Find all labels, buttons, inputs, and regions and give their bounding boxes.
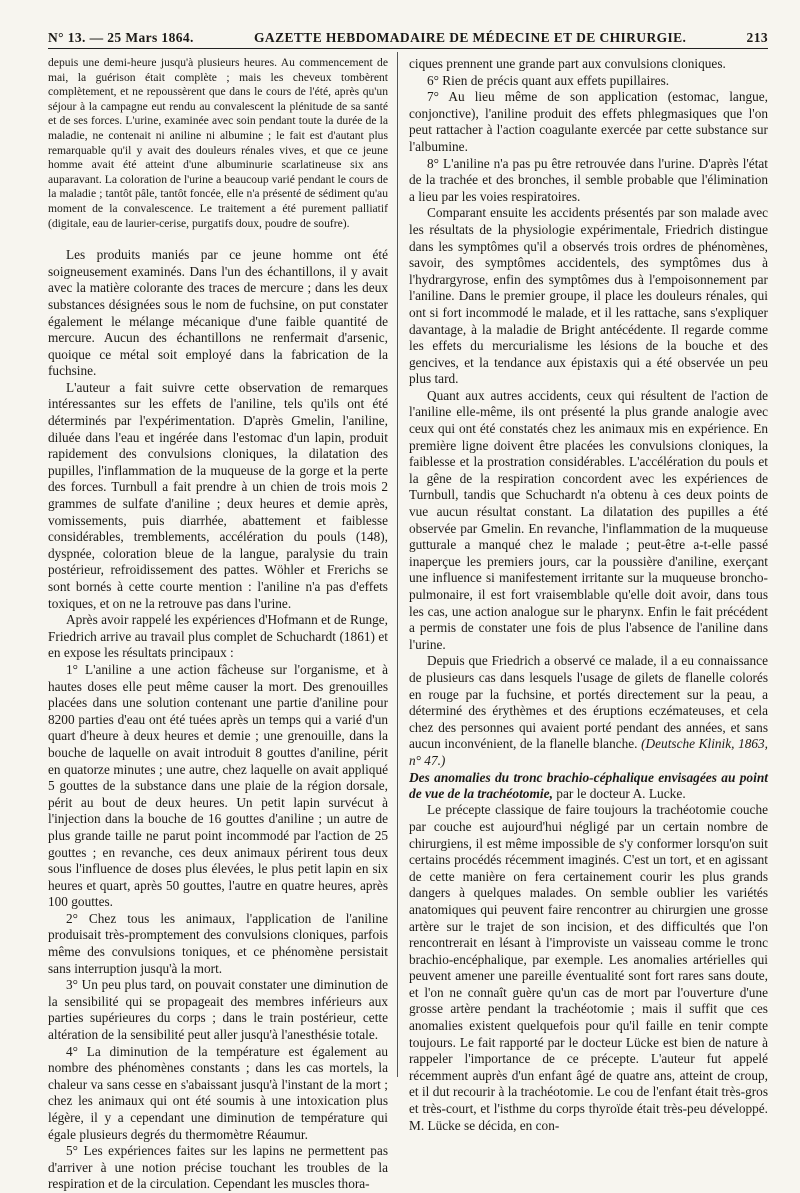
result-item-8: 8° L'aniline n'a pas pu être retrouvée dans l'urine. D'après l'état de la trachée et des bronches, il semble probable que l'élimination a lieu par les voies respiratoires. bbox=[409, 155, 768, 204]
result-item-3: 3° Un peu plus tard, on pouvait constater une diminution de la sensibilité qui se propageait des membres inférieurs aux parties supérieures du corps ; dans le train postérieur, cette altération de la sensibilité peut aller jusqu'à l'anesthésie totale. bbox=[48, 977, 388, 1043]
header-rule bbox=[48, 48, 768, 49]
issue-number: N° 13. — 25 Mars 1864. bbox=[48, 30, 194, 45]
citation: (Deutsche Klinik, 1863, n° 47.) bbox=[409, 736, 768, 768]
result-item-7: 7° Au lieu même de son application (estomac, langue, conjonctive), l'aniline produit des effets phlegmasiques que l'on peut rattacher à l'action coagulante exercée par cette substance sur l'albumine. bbox=[409, 89, 768, 154]
body-paragraph: L'auteur a fait suivre cette observation de remarques intéressantes sur les effets de l'aniline, tels qu'ils ont été déterminés par l'expérimentation. D'après Gmelin, l'aniline, diluée dans l'eau et ingérée dans l'estomac d'un lapin, produit rapidement des convulsions cloniques, la dilatation des pupilles, l'inflammation de la muqueuse de la gorge et la perte des forces. Turnbull a fait prendre à un chien de trois mois 2 grammes de sulfate d'aniline ; deux heures et demie après, vomissements, puis diarrhée, abattement et faiblesse considérables, tremblements, accélération du pouls (148), dyspnée, coloration bleue de la langue, paralysie du train postérieur, refroidissement des pattes. Wöhler et Frerichs se sont bornés à cette courte mention : l'aniline n'a pas d'effets toxiques, et on ne la retrouve pas dans l'urine. bbox=[48, 379, 388, 611]
section-heading bbox=[409, 770, 768, 803]
page-header bbox=[48, 22, 768, 46]
body-paragraph: Les produits maniés par ce jeune homme ont été soigneusement examinés. Dans l'un des échantillons, il y avait avec la matière colorante des traces de mercure ; dans les deux substances désignées sous le nom de fuchsine, on put constater également le mélange mécanique d'une faible quantité de mercure. Aucun des échantillons ne renfermait d'arsenic, quoique ce métal soit employé dans la fabrication de la fuchsine. bbox=[48, 247, 388, 379]
section-title: Des anomalies du tronc brachio-céphalique envisagées au point de vue de la trachéotomie, bbox=[409, 769, 768, 801]
result-item-6: 6° Rien de précis quant aux effets pupillaires. bbox=[427, 72, 670, 88]
left-column bbox=[48, 56, 388, 1192]
column-divider bbox=[397, 52, 398, 1077]
right-column bbox=[409, 56, 768, 1133]
body-paragraph: Comparant ensuite les accidents présentés par son malade avec les résultats de la physiologie expérimentale, Friedrich distingue dans les symptômes qu'il a observés trois ordres de phénomènes, savoir, des symptômes accidentels, des symptômes dus à l'hydrargyrose, enfin des symptômes dus à l'empoisonnement par l'aniline. Dans le premier groupe, il place les douleurs rénales, qui ont si fort incommodé le malade, et il les rattache, sans s'expliquer davantage, à la maladie de Bright antécédente. Il regarde comme les effets du mercurialisme les lésions de la bouche et des gencives, et la tendance aux épistaxis qui a été observée un peu plus tard. bbox=[409, 205, 768, 387]
result-item-4: 4° La diminution de la température est également au nombre des phénomènes constants ; dans les cas mortels, la chaleur va sans cesse en s'abaissant jusqu'à l'instant de la mort ; chez les animaux qui ont été soumis à une intoxication plus légère, il y a cependant une diminution de température qui égale plusieurs degrés du thermomètre Réaumur. bbox=[48, 1043, 388, 1142]
journal-title: GAZETTE HEBDOMADAIRE DE MÉDECINE ET DE CHIRURGIE. bbox=[254, 30, 687, 45]
result-item-2: 2° Chez tous les animaux, l'application de l'aniline produisait très-promptement des convulsions cloniques, parfois même des convulsions toniques, et ce phénomène persistait sans interruption jusqu'à la mort. bbox=[48, 910, 388, 976]
continued-paragraph: ciques prennent une grande part aux convulsions cloniques. bbox=[409, 56, 726, 71]
section-author: par le docteur A. Lucke. bbox=[556, 785, 686, 801]
closing-paragraph bbox=[409, 653, 768, 769]
result-item-5: 5° Les expériences faites sur les lapins ne permettent pas d'arriver à une notion précise touchant les troubles de la respiration et de la circulation. Cependant les muscles thora- bbox=[48, 1143, 388, 1192]
body-paragraph: Quant aux autres accidents, ceux qui résultent de l'action de l'aniline elle-même, ils ont présenté la plus grande analogie avec ceux qui ont été constatés chez les animaux mis en expérience. En première ligne doivent être placées les convulsions cloniques, la faiblesse et la prostration considérables. L'accélération du pouls et la gêne de la respiration concordent avec les expériences de Turnbull, tandis que Schuchardt n'a obtenu à ces deux points de vue aucun résultat constant. La dilatation des pupilles a été observée par Gmelin. En revanche, l'inflammation de la muqueuse gutturale a manqué chez le malade ; peut-être a-t-elle passé inaperçue les premiers jours, car la poussière d'aniline, exerçant une influence si manifestement irritante sur la muqueuse broncho-pulmonaire, il est fort vraisemblable qu'elle doit avoir, dans tous les cas, une action analogue sur le pharynx. Enfin le fait précédent a permis de constater une fois de plus l'absence de l'aniline dans l'urine. bbox=[409, 387, 768, 652]
body-paragraph: Après avoir rappelé les expériences d'Hofmann et de Runge, Friedrich arrive au travail plus complet de Schuchardt (1861) et en expose les résultats principaux : bbox=[48, 612, 388, 661]
closing-text: Depuis que Friedrich a observé ce malade, il a eu connaissance de plusieurs cas dans lesquels l'usage de gilets de flanelle colorés en rouge par la fuchsine, et portés directement sur la peau, a déterminé des érythèmes et des éruptions eczémateuses, et cela chez des personnes qui avaient porté pendant des années, et sans aucun inconvénient, de la flanelle blanche. bbox=[409, 653, 768, 752]
body-paragraph: Le précepte classique de faire toujours la trachéotomie couche par couche est aujourd'hui négligé par un certain nombre de chirurgiens, il est même impossible de s'y conformer lorsqu'on suit certains procédés récemment imaginés. C'est un tort, et en agissant de cette manière on fera certainement courir les plus grands dangers à quelques malades. On semble oublier les variétés anatomiques qui peuvent faire rencontrer au chirurgien une grosse artère sur le trajet de son incision, et des difficultés que l'on rencontrerait en lésant à l'improviste un vaisseau comme le tronc brachio-encéphalique, par exemple. Les anomalies artérielles qui peuvent amener une pareille éventualité sont fort rares sans doute, et l'on ne connaît guère qu'un cas de mort par l'ouverture d'une grosse artère pendant la trachéotomie ; mais il suffit que ces anomalies existent quelquefois pour qu'il faille en tenir compte toujours. Le fait rapporté par le docteur Lücke est bien de nature à rappeler l'importance de ce précepte. L'auteur fut appelé récemment auprès d'un enfant âgé de quatre ans, atteint de croup, et il dut recourir à la trachéotomie. Le cou de l'enfant était très-gros et très-court, et l'isthme du corps thyroïde était très-peu développé. M. Lücke se décida, en con- bbox=[409, 802, 768, 1133]
page-number: 213 bbox=[746, 30, 768, 45]
result-item-1: 1° L'aniline a une action fâcheuse sur l'organisme, et à hautes doses elle peut même causer la mort. Des grenouilles placées dans une solution contenant une partie d'aniline pour 8200 parties d'eau ont été tuées après un temps qui a varié d'un quart d'heure à deux heures et demie ; une grenouille, dans la bouche de laquelle on avait introduit 8 gouttes d'aniline, périt en quatorze minutes ; une autre, chez laquelle on avait appliqué 5 gouttes de la substance dans une plaie de la région dorsale, périt au bout de deux heures. Un petit lapin survécut à l'injection dans la bouche de 16 gouttes d'aniline ; un autre de plus grande taille ne parut point incommodé par l'action de 25 gouttes ; en revanche, ces deux animaux périrent tous deux sous l'influence de doses plus élevées, le plus petit lapin en six heures et quart, après 50 gouttes, l'autre en quatre heures, après 100 gouttes. bbox=[48, 661, 388, 910]
case-summary-paragraph: depuis une demi-heure jusqu'à plusieurs heures. Au commencement de mai, la guérison était complète ; mais les cheveux tombèrent complètement, et ne repoussèrent que dans le cours de l'été, après qu'un séjour à la campagne eut rendu au convalescent la plénitude de sa santé et de ses forces. L'urine, examinée avec soin pendant toute la durée de la maladie, ne contenait ni aniline ni albumine ; le fait est d'autant plus remarquable qu'il y avait des douleurs rénales vives, et que ce jeune homme avait été atteint d'une albuminurie scarlatineuse six ans auparavant. La coloration de l'urine a beaucoup varié pendant le cours de la maladie ; tantôt pâle, tantôt foncée, elle n'a présenté de sédiment qu'au moment de la convalescence. Le traitement a été purement palliatif (digitale, eau de laurier-cerise, purgatifs doux, poudre de soufre). bbox=[48, 56, 388, 230]
